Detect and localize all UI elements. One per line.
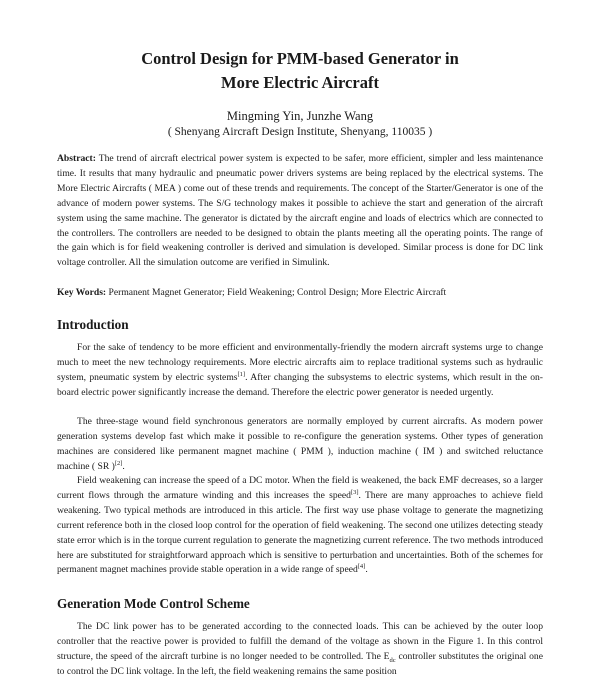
intro-p2-text-a: The three-stage wound field synchronous generators are normally employed by current aircrafts. As modern power generation systems develop fast which make it possible to re-configure the generation systems. Other types of generation machines are considered like permanent magnet machine ( PMM ), induction machine ( IM ) and switched reluctance machine ( SR ) xyxy=(57,416,543,472)
abstract-label: Abstract: xyxy=(57,153,96,164)
introduction-heading: Introduction xyxy=(57,317,129,332)
intro-p1-text-a: For the sake of tendency to be more efficient and environmentally-friendly the modern aircraft systems urge to change much to meet the new technology requirements. More electric aircrafts aim to replace traditional systems such as hydraulic system, pneumatic system by electric systems xyxy=(57,342,543,383)
citation-4: [4] xyxy=(357,563,366,571)
intro-paragraph-2 xyxy=(57,415,543,475)
abstract-text: The trend of aircraft electrical power system is expected to be safer, more efficient, simpler and less maintenance time. It results that many hydraulic and pneumatic power drivers systems are being replaced by the electrical systems. The More Electric Aircrafts ( MEA ) come out of these trends and requirements. The concept of the Starter/Generator is one of the advance of modern power systems. The S/G technology makes it possible to achieve the start and generation of the aircraft system using the same machine. The generator is dictated by the aircraft engine and loads of electrics which are connected to the controllers. The controllers are needed to be designed to obtain the plants meeting all the operating points. The range of the gain which is for field weakening controller is derived and simulation is developed. Similar process is done for DC link voltage controller. All the simulation outcome are verified in Simulink. xyxy=(57,153,543,269)
paper-title-line-1: Control Design for PMM-based Generator in xyxy=(141,49,459,68)
intro-paragraph-3 xyxy=(57,474,543,578)
intro-p3-text-a: Field weakening can increase the speed of a DC motor. When the field is weakened, the back EMF decreases, so a larger current flows through the armature winding and this increases the speed xyxy=(57,475,543,501)
intro-p3-text-c: . xyxy=(365,564,368,576)
citation-2: [2] xyxy=(114,459,123,467)
authors: Mingming Yin, Junzhe Wang xyxy=(226,109,374,123)
intro-p3-text-b: . There are many approaches to achieve field weakening. Two typical methods are introduced in this article. The first way use phase voltage to generate the magnetizing current reference both in the closed loop control for the operation of field weakening. The second one utilizes detecting steady state error which is in the torque current regulation to generate the magnetizing current reference. The two methods introduced here are substituted for straightforward approach which is sensitive to perturbation and uncertainties. Both of the schemes for permanent magnet machines provide stable operation in a wide range of speed xyxy=(57,489,543,576)
gen-p1-text-b: controller substitutes the original one to control the DC link voltage. In the left, the field weakening remains the same position xyxy=(57,650,543,677)
abstract xyxy=(57,152,543,271)
gen-p1-text-a: The DC link power has to be generated according to the connected loads. This can be achieved by the outer loop controller that the reactive power is provided to fulfill the demand of the voltage as shown in the Figure 1. In this control structure, the speed of the aircraft turbine is no longer needed to be controlled. The E xyxy=(57,621,543,662)
intro-p1-text-b: . After changing the subsystems to electric systems, which result in the on-board electric power significantly increase the demand. Therefore the electric power generator is needed urgently. xyxy=(57,371,543,398)
generation-mode-heading: Generation Mode Control Scheme xyxy=(57,596,250,611)
keywords-label: Key Words: xyxy=(57,287,107,298)
edc-subscript: dc xyxy=(389,656,396,664)
keywords xyxy=(57,286,543,301)
intro-paragraph-1 xyxy=(57,341,543,401)
citation-1: [1] xyxy=(237,370,246,378)
citation-3: [3] xyxy=(350,488,359,496)
paper-title-line-2: More Electric Aircraft xyxy=(221,73,379,92)
affiliation: ( Shenyang Aircraft Design Institute, Shenyang, 110035 ) xyxy=(167,126,433,138)
keywords-text: Permanent Magnet Generator; Field Weakening; Control Design; More Electric Aircraft xyxy=(106,287,447,298)
generation-paragraph-1 xyxy=(57,620,543,680)
intro-p2-text-b: . xyxy=(122,460,125,472)
